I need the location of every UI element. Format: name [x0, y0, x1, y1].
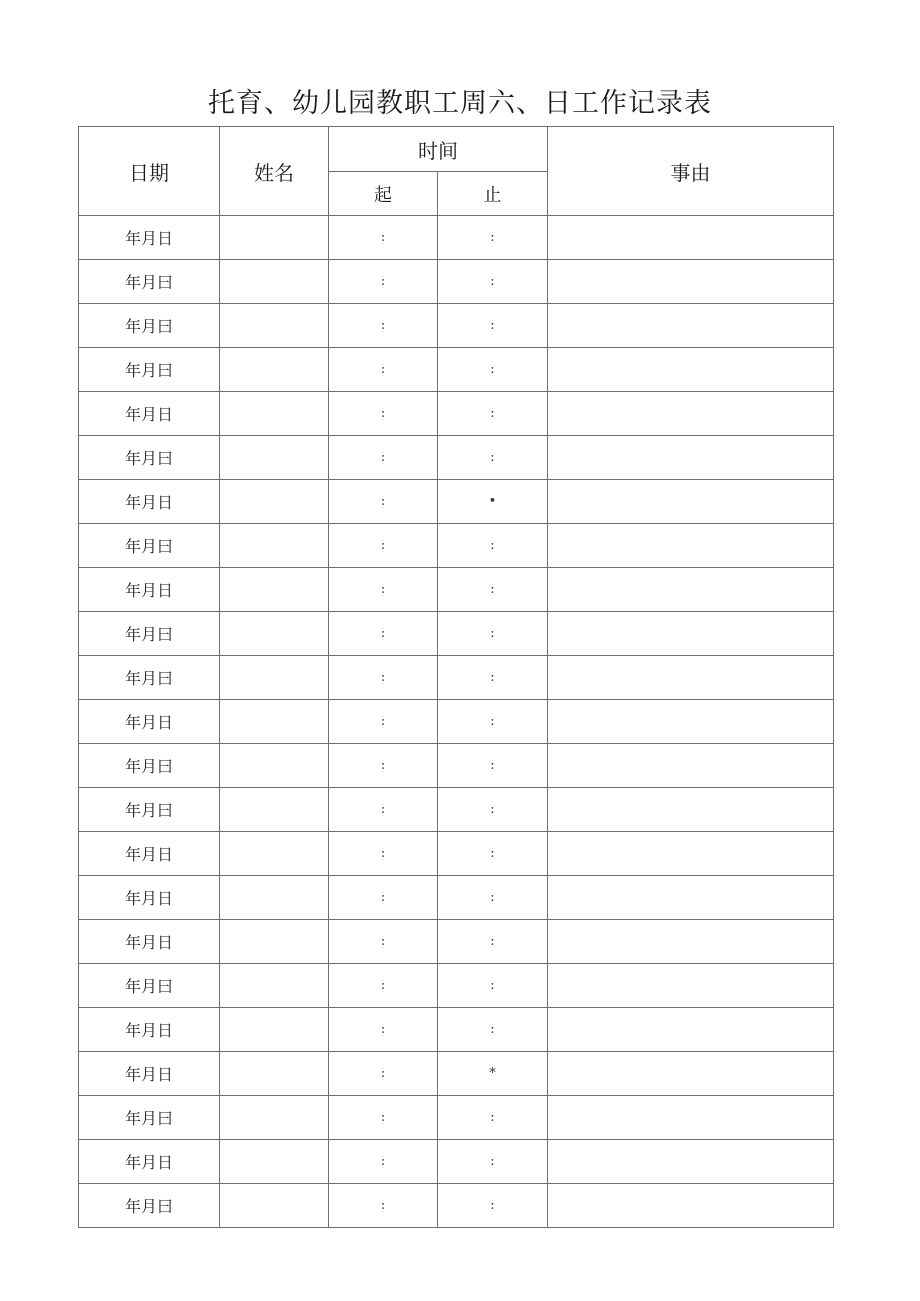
table-row — [79, 568, 834, 612]
table-row — [79, 1184, 834, 1228]
table-row — [79, 920, 834, 964]
end-time-cell: : — [438, 304, 548, 348]
name-cell — [220, 744, 329, 788]
reason-cell — [548, 832, 834, 876]
table-row — [79, 348, 834, 392]
name-cell — [220, 260, 329, 304]
date-cell: 年月曰 — [79, 1096, 220, 1140]
reason-cell — [548, 260, 834, 304]
start-time-cell: : — [329, 788, 438, 832]
end-time-cell: * — [438, 1052, 548, 1096]
date-cell: 年月曰 — [79, 436, 220, 480]
table-row — [79, 612, 834, 656]
start-time-cell: : — [329, 480, 438, 524]
table-row — [79, 700, 834, 744]
end-time-cell: : — [438, 524, 548, 568]
name-cell — [220, 304, 329, 348]
header-time: 时间 — [329, 127, 548, 172]
table-row — [79, 304, 834, 348]
date-cell: 年月日 — [79, 1052, 220, 1096]
date-cell: 年月日 — [79, 480, 220, 524]
name-cell — [220, 964, 329, 1008]
end-time-cell: : — [438, 1184, 548, 1228]
end-time-cell: : — [438, 392, 548, 436]
start-time-cell: : — [329, 832, 438, 876]
start-time-cell: : — [329, 1140, 438, 1184]
table-row — [79, 480, 834, 524]
name-cell — [220, 436, 329, 480]
start-time-cell: : — [329, 964, 438, 1008]
start-time-cell: : — [329, 348, 438, 392]
table-header — [79, 127, 834, 216]
name-cell — [220, 656, 329, 700]
name-cell — [220, 392, 329, 436]
end-time-cell: : — [438, 1140, 548, 1184]
table-row — [79, 788, 834, 832]
name-cell — [220, 700, 329, 744]
start-time-cell: : — [329, 1008, 438, 1052]
date-cell: 年月曰 — [79, 612, 220, 656]
reason-cell — [548, 348, 834, 392]
table-row — [79, 964, 834, 1008]
end-time-cell: : — [438, 568, 548, 612]
end-time-cell: : — [438, 700, 548, 744]
table-row — [79, 1008, 834, 1052]
reason-cell — [548, 480, 834, 524]
end-time-cell: : — [438, 788, 548, 832]
table-row — [79, 1140, 834, 1184]
name-cell — [220, 1096, 329, 1140]
table-row — [79, 260, 834, 304]
end-time-cell: : — [438, 260, 548, 304]
start-time-cell: : — [329, 744, 438, 788]
end-time-cell: : — [438, 876, 548, 920]
name-cell — [220, 876, 329, 920]
end-time-cell: : — [438, 920, 548, 964]
end-time-cell: : — [438, 832, 548, 876]
reason-cell — [548, 1052, 834, 1096]
page-title: 托育、幼儿园教职工周六、日工作记录表 — [208, 88, 712, 119]
table-row — [79, 744, 834, 788]
start-time-cell: : — [329, 436, 438, 480]
table-row — [79, 216, 834, 260]
name-cell — [220, 788, 329, 832]
date-cell: 年月日 — [79, 700, 220, 744]
name-cell — [220, 1140, 329, 1184]
table-row — [79, 1096, 834, 1140]
start-time-cell: : — [329, 1184, 438, 1228]
date-cell: 年月日 — [79, 1140, 220, 1184]
name-cell — [220, 1008, 329, 1052]
start-time-cell: : — [329, 216, 438, 260]
reason-cell — [548, 612, 834, 656]
name-cell — [220, 920, 329, 964]
date-cell: 年月曰 — [79, 788, 220, 832]
end-time-cell: : — [438, 1096, 548, 1140]
name-cell — [220, 480, 329, 524]
end-time-cell: : — [438, 216, 548, 260]
reason-cell — [548, 304, 834, 348]
end-time-cell: : — [438, 348, 548, 392]
name-cell — [220, 524, 329, 568]
table-row — [79, 832, 834, 876]
reason-cell — [548, 392, 834, 436]
date-cell: 年月日 — [79, 876, 220, 920]
reason-cell — [548, 1008, 834, 1052]
reason-cell — [548, 876, 834, 920]
start-time-cell: : — [329, 656, 438, 700]
reason-cell — [548, 436, 834, 480]
reason-cell — [548, 1184, 834, 1228]
table-row — [79, 524, 834, 568]
name-cell — [220, 568, 329, 612]
header-end: 止 — [438, 172, 548, 216]
name-cell — [220, 1184, 329, 1228]
reason-cell — [548, 568, 834, 612]
name-cell — [220, 612, 329, 656]
work-record-table — [78, 126, 834, 1228]
date-cell: 年月日 — [79, 920, 220, 964]
name-cell — [220, 348, 329, 392]
header-reason: 事由 — [548, 127, 834, 216]
date-cell: 年月日 — [79, 216, 220, 260]
date-cell: 年月曰 — [79, 304, 220, 348]
date-cell: 年月曰 — [79, 656, 220, 700]
reason-cell — [548, 524, 834, 568]
header-start: 起 — [329, 172, 438, 216]
reason-cell — [548, 700, 834, 744]
end-time-cell: : — [438, 436, 548, 480]
name-cell — [220, 216, 329, 260]
table-row — [79, 1052, 834, 1096]
date-cell: 年月曰 — [79, 1184, 220, 1228]
start-time-cell: : — [329, 876, 438, 920]
name-cell — [220, 1052, 329, 1096]
date-cell: 年月曰 — [79, 744, 220, 788]
date-cell: 年月日 — [79, 568, 220, 612]
end-time-cell: : — [438, 612, 548, 656]
end-time-cell: : — [438, 744, 548, 788]
start-time-cell: : — [329, 304, 438, 348]
start-time-cell: : — [329, 260, 438, 304]
table-row — [79, 436, 834, 480]
reason-cell — [548, 744, 834, 788]
date-cell: 年月日 — [79, 832, 220, 876]
reason-cell — [548, 964, 834, 1008]
table-row — [79, 656, 834, 700]
start-time-cell: : — [329, 524, 438, 568]
reason-cell — [548, 656, 834, 700]
header-date: 日期 — [79, 127, 220, 216]
start-time-cell: : — [329, 700, 438, 744]
header-name: 姓名 — [220, 127, 329, 216]
reason-cell — [548, 1096, 834, 1140]
reason-cell — [548, 216, 834, 260]
end-time-cell: : — [438, 964, 548, 1008]
start-time-cell: : — [329, 612, 438, 656]
table-body — [79, 216, 834, 1228]
reason-cell — [548, 788, 834, 832]
date-cell: 年月曰 — [79, 260, 220, 304]
name-cell — [220, 832, 329, 876]
start-time-cell: : — [329, 1096, 438, 1140]
date-cell: 年月曰 — [79, 964, 220, 1008]
end-time-cell: : — [438, 656, 548, 700]
reason-cell — [548, 920, 834, 964]
date-cell: 年月日 — [79, 392, 220, 436]
start-time-cell: : — [329, 568, 438, 612]
reason-cell — [548, 1140, 834, 1184]
end-time-cell: • — [438, 480, 548, 524]
date-cell: 年月日 — [79, 1008, 220, 1052]
table-row — [79, 392, 834, 436]
table-row — [79, 876, 834, 920]
date-cell: 年月曰 — [79, 348, 220, 392]
date-cell: 年月曰 — [79, 524, 220, 568]
start-time-cell: : — [329, 920, 438, 964]
end-time-cell: : — [438, 1008, 548, 1052]
start-time-cell: : — [329, 392, 438, 436]
start-time-cell: : — [329, 1052, 438, 1096]
